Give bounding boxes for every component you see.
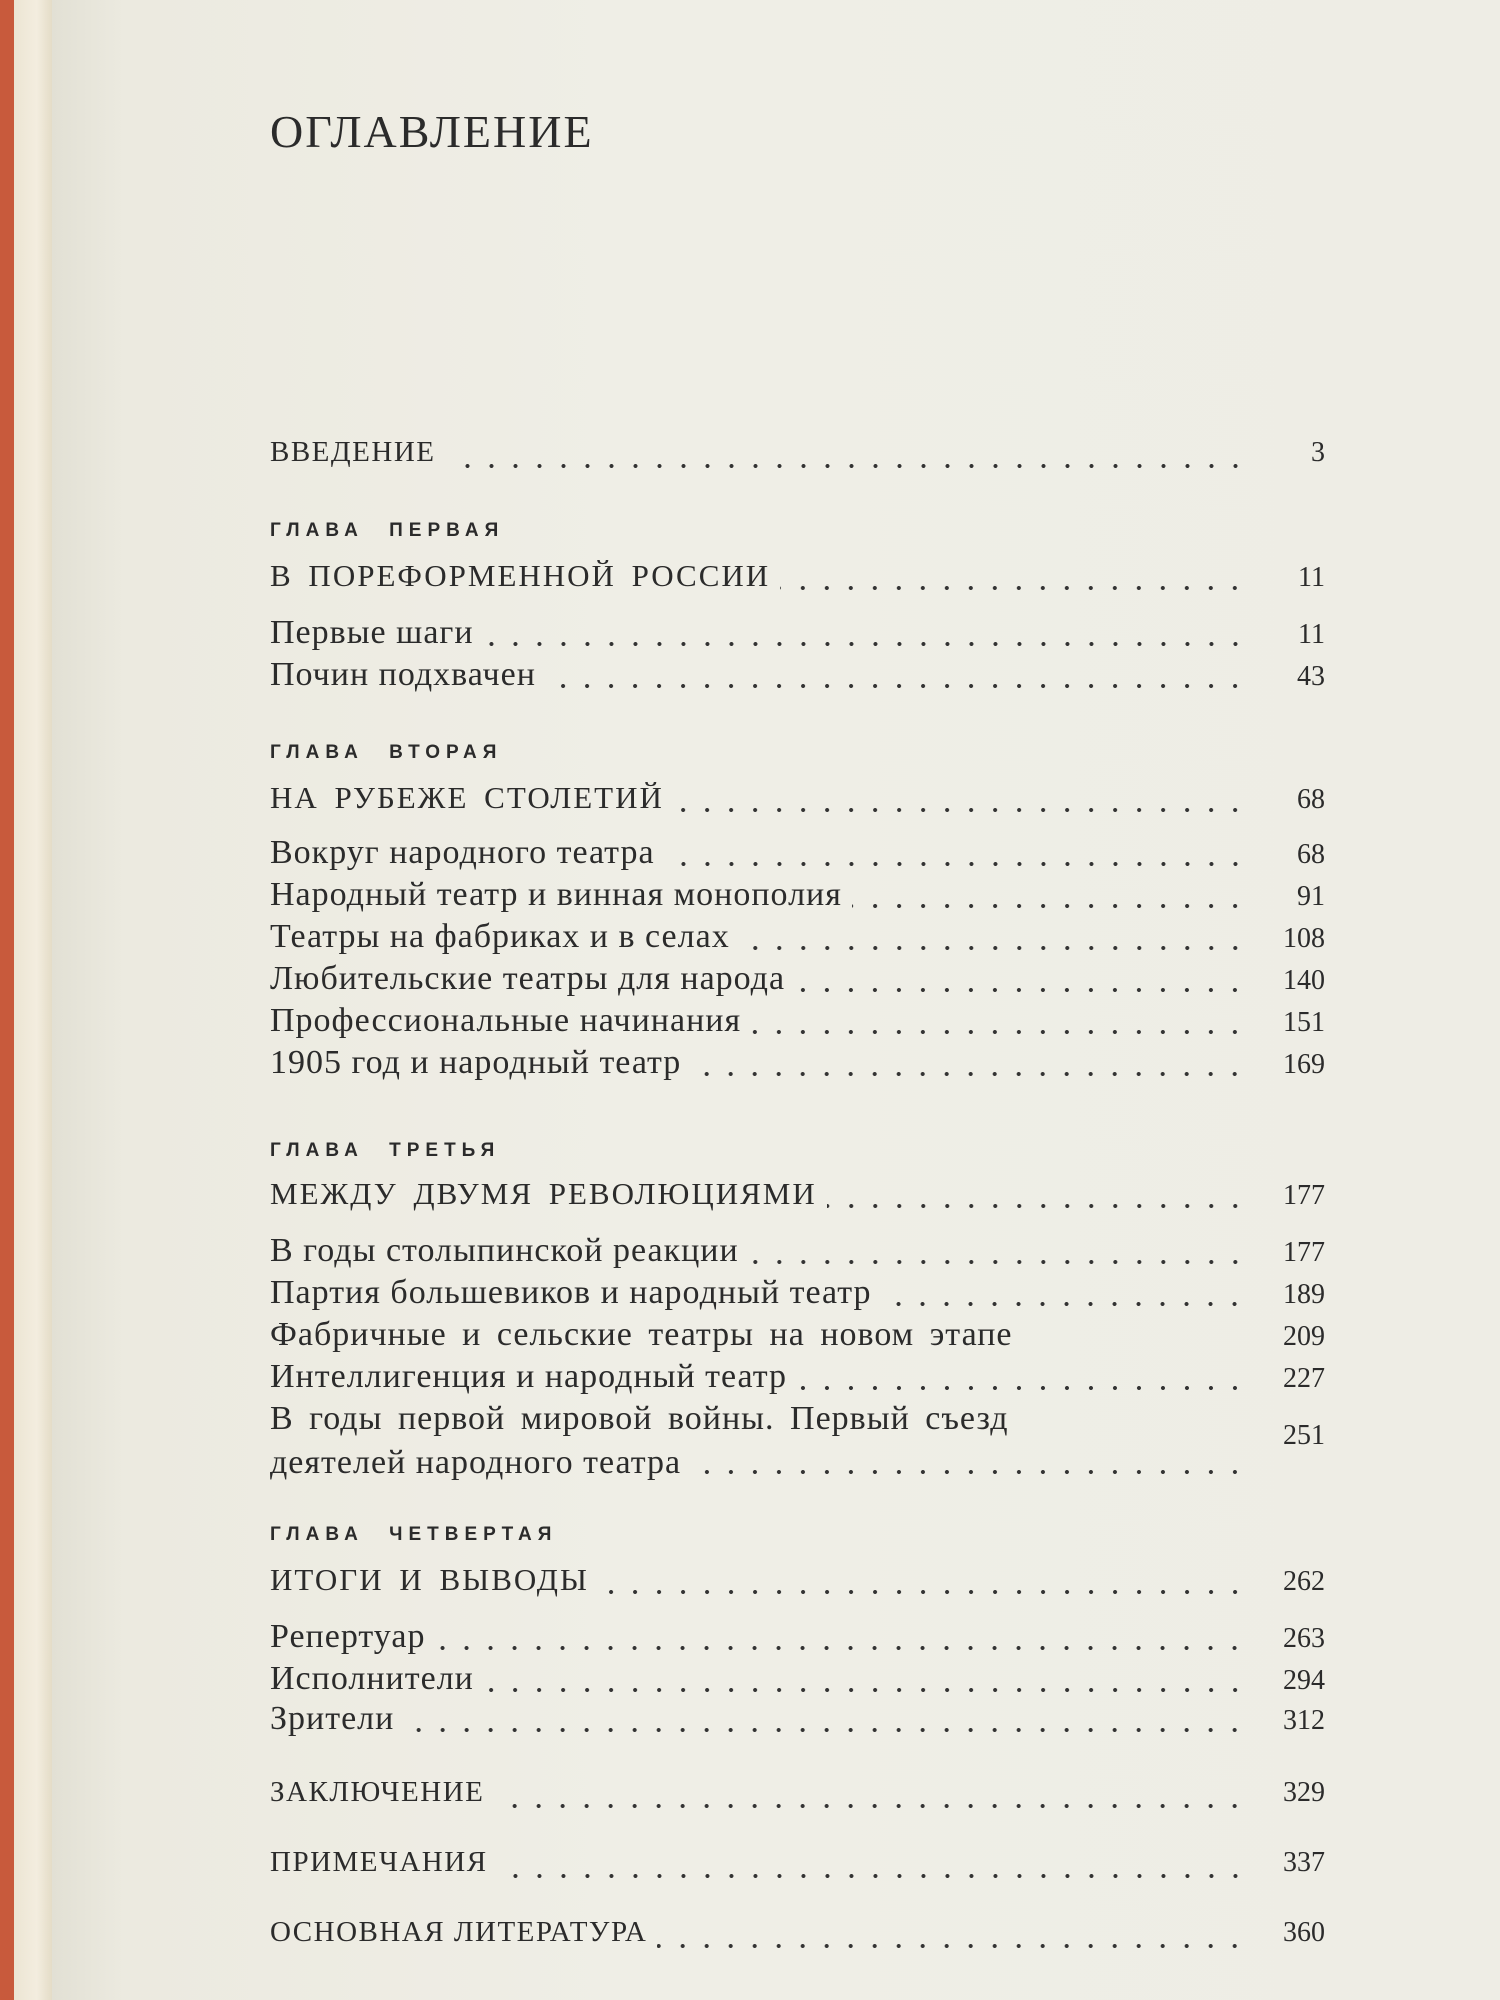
dot-leader [691, 1070, 1247, 1078]
toc-entry-section [270, 876, 1325, 916]
page-number: 227 [1283, 1363, 1325, 1394]
entry-title: ПРИМЕЧАНИЯ [270, 1846, 488, 1878]
section-title: Фабричные и сельские театры на новом этапе [270, 1316, 1013, 1353]
toc-entry-notes [270, 1846, 1325, 1886]
section-title: Почин подхвачен [270, 656, 536, 693]
book-page [52, 0, 1500, 2000]
page-number: 68 [1297, 839, 1325, 870]
page-number: 251 [1283, 1420, 1325, 1451]
page-number: 43 [1297, 661, 1325, 692]
section-title: Театры на фабриках и в селах [270, 918, 730, 955]
dot-leader [546, 682, 1247, 690]
page-number: 169 [1283, 1049, 1325, 1080]
page-number: 177 [1283, 1180, 1325, 1211]
page-number: 263 [1283, 1623, 1325, 1654]
toc-entry-section [270, 1316, 1325, 1356]
chapter-label-1: ГЛАВА ПЕРВАЯ [270, 520, 505, 541]
page-number: 68 [1297, 784, 1325, 815]
dot-leader [881, 1300, 1247, 1308]
toc-entry-intro [270, 436, 1325, 476]
entry-title: ОСНОВНАЯ ЛИТЕРАТУРА [270, 1916, 648, 1948]
page-number: 151 [1283, 1007, 1325, 1038]
toc-entry-bibliography [270, 1916, 1325, 1956]
dot-leader [665, 860, 1247, 868]
chapter-title: В ПОРЕФОРМЕННОЙ РОССИИ [270, 558, 771, 593]
page-number: 177 [1283, 1237, 1325, 1268]
chapter-label-4: ГЛАВА ЧЕТВЕРТАЯ [270, 1524, 558, 1545]
toc-entry-section [270, 1232, 1325, 1272]
page-number: 11 [1298, 562, 1325, 593]
section-title: Зрители [270, 1700, 395, 1737]
toc-entry-chapter-3 [270, 1176, 1325, 1216]
section-title: 1905 год и народный театр [270, 1044, 682, 1081]
toc-entry-section [270, 918, 1325, 958]
page-number: 3 [1311, 437, 1325, 468]
book-spine-strip [14, 0, 52, 2000]
section-title-line-2: деятелей народного театра [270, 1444, 682, 1481]
dot-leader [435, 1644, 1247, 1652]
entry-title: ВВЕДЕНИЕ [270, 436, 436, 468]
dot-leader [780, 584, 1247, 592]
section-title: Исполнители [270, 1660, 474, 1697]
dot-leader [674, 806, 1247, 814]
page-number: 91 [1297, 881, 1325, 912]
page-number: 360 [1283, 1917, 1325, 1948]
toc-entry-section [270, 1660, 1325, 1700]
toc-entry-section [270, 834, 1325, 874]
chapter-title: НА РУБЕЖЕ СТОЛЕТИЙ [270, 780, 664, 815]
page-number: 189 [1283, 1279, 1325, 1310]
dot-leader [484, 640, 1247, 648]
dot-leader [691, 1468, 1247, 1476]
page-number: 11 [1298, 619, 1325, 650]
dot-leader [827, 1202, 1247, 1210]
section-title: В годы столыпинской реакции [270, 1232, 739, 1269]
dot-leader [657, 1942, 1247, 1950]
book-cover-edge [0, 0, 14, 2000]
page-number: 108 [1283, 923, 1325, 954]
toc-entry-section [270, 1002, 1325, 1042]
toc-entry-section [270, 1044, 1325, 1084]
section-title: Первые шаги [270, 614, 474, 651]
chapter-title: ИТОГИ И ВЫВОДЫ [270, 1562, 589, 1597]
dot-leader [498, 1872, 1247, 1880]
chapter-title: МЕЖДУ ДВУМЯ РЕВОЛЮЦИЯМИ [270, 1176, 817, 1211]
page-number: 312 [1283, 1705, 1325, 1736]
toc-entry-chapter-4 [270, 1562, 1325, 1602]
toc-entry-section [270, 1618, 1325, 1658]
toc-entry-section [270, 1274, 1325, 1314]
section-title: Репертуар [270, 1618, 426, 1655]
dot-leader [749, 1258, 1247, 1266]
page-number: 294 [1283, 1665, 1325, 1696]
dot-leader [446, 462, 1248, 470]
dot-leader [740, 944, 1247, 952]
dot-leader [797, 1384, 1247, 1392]
dot-leader [852, 902, 1247, 910]
page-number: 337 [1283, 1847, 1325, 1878]
chapter-label-3: ГЛАВА ТРЕТЬЯ [270, 1140, 501, 1161]
dot-leader [494, 1802, 1247, 1810]
section-title: Партия большевиков и народный театр [270, 1274, 872, 1311]
page-number: 262 [1283, 1566, 1325, 1597]
toc-entry-section [270, 614, 1325, 654]
section-title-line-1: В годы первой мировой войны. Первый съезд [270, 1400, 1009, 1437]
section-title: Интеллигенция и народный театр [270, 1358, 788, 1395]
toc-entry-chapter-1 [270, 558, 1325, 598]
toc-entry-section [270, 960, 1325, 1000]
chapter-label-2: ГЛАВА ВТОРАЯ [270, 742, 503, 763]
toc-entry-conclusion [270, 1776, 1325, 1816]
section-title: Профессиональные начинания [270, 1002, 742, 1039]
section-title: Народный театр и винная монополия [270, 876, 842, 913]
dot-leader [599, 1588, 1247, 1596]
section-title-line-2-row [270, 1444, 1255, 1482]
toc-entry-section [270, 1358, 1325, 1398]
dot-leader [484, 1686, 1247, 1694]
page-number: 209 [1283, 1321, 1325, 1352]
dot-leader [795, 986, 1247, 994]
toc-entry-section [270, 1700, 1325, 1740]
toc-heading: ОГЛАВЛЕНИЕ [270, 106, 594, 157]
dot-leader [404, 1726, 1247, 1734]
dot-leader [1023, 1342, 1248, 1350]
section-title: Вокруг народного театра [270, 834, 655, 871]
entry-title: ЗАКЛЮЧЕНИЕ [270, 1776, 485, 1808]
toc-entry-section-multiline [270, 1400, 1325, 1482]
page-number: 140 [1283, 965, 1325, 996]
dot-leader [751, 1028, 1247, 1036]
page-number: 329 [1283, 1777, 1325, 1808]
toc-entry-section [270, 656, 1325, 696]
section-title: Любительские театры для народа [270, 960, 786, 997]
toc-entry-chapter-2 [270, 780, 1325, 820]
